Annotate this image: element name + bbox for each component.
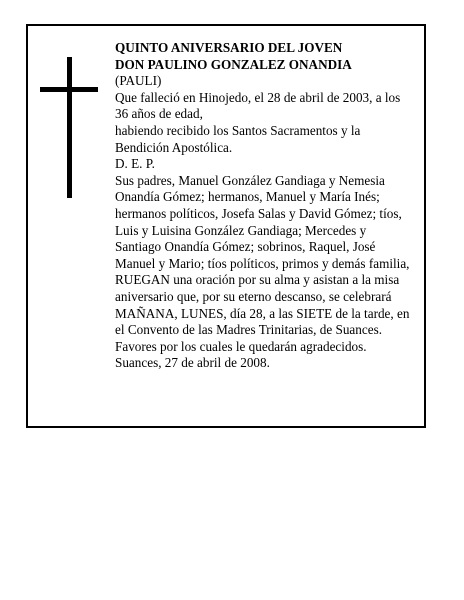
notice-body-line: 36 años de edad, <box>115 106 203 122</box>
notice-body-line: Sus padres, Manuel González Gandiaga y Nemesia <box>115 172 385 188</box>
notice-body-line: Luis y Luisina González Gandiaga; Mercedes y <box>115 222 367 238</box>
notice-date-place: Suances, 27 de abril de 2008. <box>115 355 270 371</box>
notice-title-line: DON PAULINO GONZALEZ ONANDIA <box>115 56 352 72</box>
notice-body-line: Santiago Onandía Gómez; sobrinos, Raquel, José <box>115 239 376 255</box>
notice-body-line: hermanos políticos, Josefa Salas y David Gómez; tíos, <box>115 205 402 221</box>
notice-body-line: MAÑANA, LUNES, día 28, a las SIETE de la tarde, en <box>115 305 410 321</box>
cross-icon-horizontal-bar <box>40 87 98 92</box>
notice-body-line: RUEGAN una oración por su alma y asistan a la misa <box>115 272 400 288</box>
notice-body-line: Favores por los cuales le quedarán agradecidos. <box>115 338 367 354</box>
notice-title-line: QUINTO ANIVERSARIO DEL JOVEN <box>115 40 343 55</box>
cross-icon-vertical-bar <box>67 57 72 198</box>
notice-body-line: Manuel y Mario; tíos políticos, primos y demás familia, <box>115 255 410 271</box>
notice-body-line: habiendo recibido los Santos Sacramentos y la <box>115 122 361 138</box>
obituary-notice <box>26 24 426 428</box>
notice-rip: D. E. P. <box>115 156 155 172</box>
notice-body-line: aniversario que, por su eterno descanso, se celebrará <box>115 288 392 304</box>
notice-body-line: el Convento de las Madres Trinitarias, de Suances. <box>115 322 383 338</box>
notice-body-line: Bendición Apostólica. <box>115 139 233 155</box>
notice-text <box>115 40 420 372</box>
notice-nickname: (PAULI) <box>115 73 162 89</box>
notice-body-line: Onandía Gómez; hermanos, Manuel y María Inés; <box>115 189 380 205</box>
notice-body-line: Que falleció en Hinojedo, el 28 de abril de 2003, a los <box>115 89 401 105</box>
